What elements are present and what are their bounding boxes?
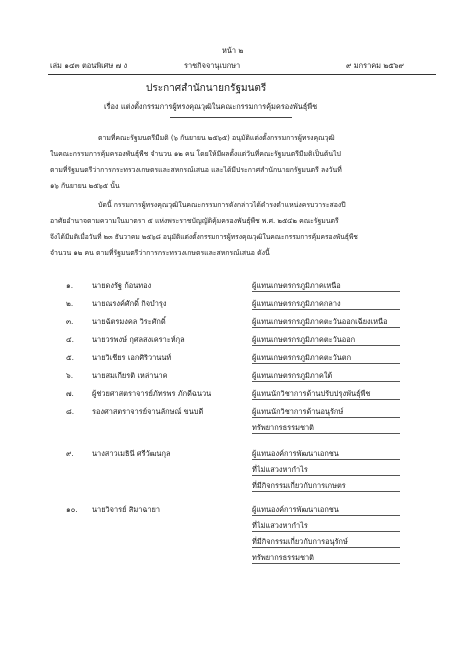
document-subject: เรื่อง แต่งตั้งกรรมการผู้ทรงคุณวุฒิในคณะกรรมการคุ้มครองพันธุ์พืช [104,102,318,111]
position-underline [252,345,400,346]
member-position: ผู้แทนเกษตรกรภูมิภาคตะวันตก [252,353,352,362]
para1-line-3: ตามที่รัฐมนตรีว่าการกระทรวงเกษตรและสหกรณ์เสนอ และได้มีประกาศสำนักนายกรัฐมนตรี ลงวันที่ [50,166,342,174]
member-position: ผู้แทนเกษตรกรภูมิภาคเหนือ [252,281,341,290]
member-number: ๒. [66,299,74,308]
position-underline [252,399,400,400]
member-name: นายสมเกียรติ เหล่านาค [92,371,168,380]
member-row [0,280,462,294]
member-row [0,298,462,312]
member-number: ๘. [66,407,75,416]
member-number: ๔. [66,335,74,344]
page-number: หน้า ๒ [222,46,244,55]
volume-label: เล่ม ๑๔๓ ตอนพิเศษ ๗ ง [50,61,128,70]
position-underline [252,459,400,460]
header-rule [48,74,436,75]
member-name: นายวิจารย์ สิมาฉายา [92,505,161,514]
para2-line-2: อาศัยอำนาจตามความในมาตรา ๕ แห่งพระราชบัญญัติคุ้มครองพันธุ์พืช พ.ศ. ๒๕๔๒ คณะรัฐมนตรี [50,217,339,225]
member-row [0,370,462,384]
para1-line-2: ในคณะกรรมการคุ้มครองพันธุ์พืช จำนวน ๑๒ คน โดยให้มีผลตั้งแต่วันที่คณะรัฐมนตรีมีมติเป็นต้นไป [50,150,341,158]
member-name: นายณรงค์ศักดิ์ กิจบำรุง [92,299,167,308]
gazette-name: ราชกิจจานุเบกษา [184,61,241,70]
member-position: ผู้แทนองค์การพัฒนาเอกชน [252,449,339,458]
member-number: ๑๐. [66,505,78,514]
member-row [0,316,462,330]
para1-line-1: ตามที่คณะรัฐมนตรีมีมติ (๖ กันยายน ๒๕๖๕) อนุมัติแต่งตั้งกรรมการผู้ทรงคุณวุฒิ [98,134,335,142]
position-underline [252,563,400,564]
member-position: ผู้แทนนักวิชาการด้านอนุรักษ์ [252,407,344,416]
member-name: นายวิเชียร เอกศิริวานนท์ [92,353,172,362]
member-row [0,448,462,494]
member-number: ๙. [66,449,74,458]
member-number: ๕. [66,353,74,362]
member-position-cont: ทรัพยากรธรรมชาติ [252,423,314,432]
member-number: ๓. [66,317,74,326]
member-position: ผู้แทนเกษตรกรภูมิภาคใต้ [252,371,333,380]
member-position-cont: ที่มีกิจกรรมเกี่ยวกับการอนุรักษ์ [252,537,348,546]
position-underline [252,531,400,532]
para2-line-1: บัดนี้ กรรมการผู้ทรงคุณวุฒิในคณะกรรมการดังกล่าวได้ดำรงตำแหน่งครบวาระสองปี [98,201,346,209]
member-position-cont: ทรัพยากรธรรมชาติ [252,553,314,562]
position-underline [252,515,400,516]
position-underline [252,547,400,548]
document-title: ประกาศสำนักนายกรัฐมนตรี [146,83,267,94]
member-number: ๖. [66,371,74,380]
para2-line-4: จำนวน ๑๒ คน ตามที่รัฐมนตรีว่าการกระทรวงเกษตรและสหกรณ์เสนอ ดังนี้ [50,249,270,257]
member-position: ผู้แทนเกษตรกรภูมิภาคตะวันออกเฉียงเหนือ [252,317,388,326]
para2-line-3: จึงได้มีมติเมื่อวันที่ ๒๓ ธันวาคม ๒๕๖๘ อนุมัติแต่งตั้งกรรมการผู้ทรงคุณวุฒิในคณะกรรมการคุ้มครองพันธุ์พืช [50,233,358,241]
para1-line-4: ๑๖ กันยายน ๒๕๖๕ นั้น [50,182,120,190]
position-underline [252,491,400,492]
member-row [0,504,462,566]
member-row [0,406,462,436]
member-name: นายดงรัฐ ก้อนทอง [92,281,152,290]
member-name: นายวรพงษ์ กุศลสงเคราะห์กุล [92,335,185,344]
member-position-cont: ที่มีกิจกรรมเกี่ยวกับการเกษตร [252,481,346,490]
member-position-cont: ที่ไม่แสวงหากำไร [252,465,308,474]
issue-date: ๙ มกราคม ๒๕๖๙ [346,61,404,70]
position-underline [252,381,400,382]
position-underline [252,475,400,476]
member-row [0,352,462,366]
member-position: ผู้แทนเกษตรกรภูมิภาคกลาง [252,299,341,308]
member-name: นางสาวเมธินี ศรีวัฒนกุล [92,449,171,458]
member-position: ผู้แทนองค์การพัฒนาเอกชน [252,505,339,514]
member-position-cont: ที่ไม่แสวงหากำไร [252,521,308,530]
member-number: ๑. [66,281,74,290]
member-number: ๗. [66,389,74,398]
member-row [0,334,462,348]
subject-underline [170,117,292,118]
position-underline [252,309,400,310]
position-underline [252,433,400,434]
position-underline [252,291,400,292]
member-position: ผู้แทนนักวิชาการด้านปรับปรุงพันธุ์พืช [252,389,371,398]
member-row [0,388,462,402]
member-position: ผู้แทนเกษตรกรภูมิภาคตะวันออก [252,335,356,344]
member-name: ผู้ช่วยศาสตราจารย์ภัทรพร ภักดีฉนวน [92,389,212,398]
member-name: นายฉัตรมงคล วิระศักดิ์ [92,317,166,326]
position-underline [252,417,400,418]
position-underline [252,327,400,328]
position-underline [252,363,400,364]
member-name: รองศาสตราจารย์จานลักษณ์ ขนบดี [92,407,204,416]
